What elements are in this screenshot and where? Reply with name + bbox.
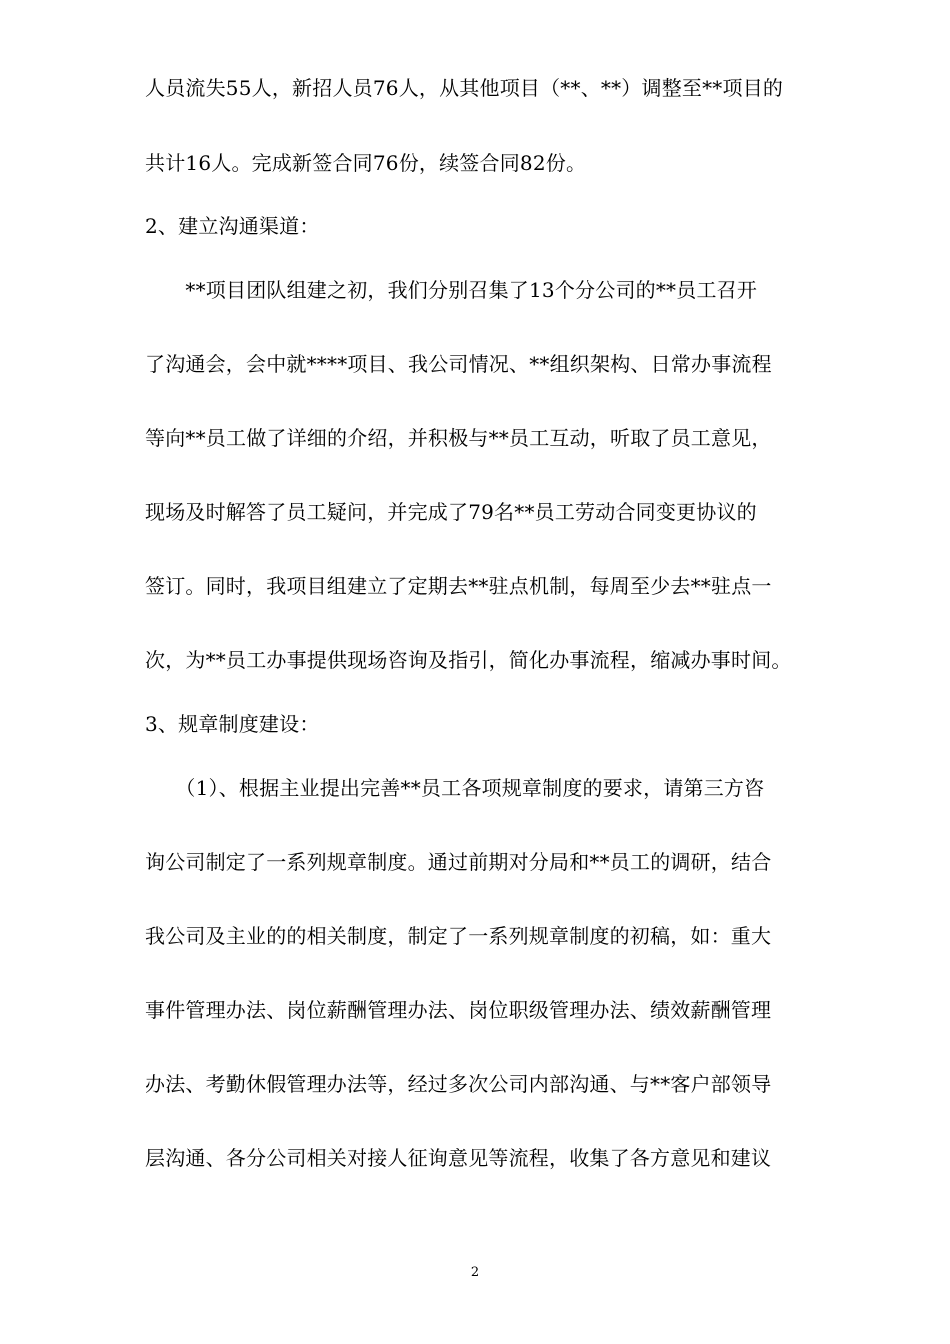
body-text-line: 了沟通会，会中就****项目、我公司情况、**组织架构、日常办事流程 <box>145 352 772 376</box>
body-text-line: 询公司制定了一系列规章制度。通过前期对分局和**员工的调研，结合 <box>145 850 772 874</box>
body-text-line: **项目团队组建之初，我们分别召集了13个分公司的**员工召开 <box>145 278 758 302</box>
body-text-line: （1）、根据主业提出完善**员工各项规章制度的要求，请第三方咨 <box>145 776 765 800</box>
body-text-line: 事件管理办法、岗位薪酬管理办法、岗位职级管理办法、绩效薪酬管理 <box>145 998 772 1022</box>
body-text-line: 现场及时解答了员工疑问，并完成了79名**员工劳动合同变更协议的 <box>145 500 757 524</box>
body-text-line: 次，为**员工办事提供现场咨询及指引，简化办事流程，缩减办事时间。 <box>145 648 792 672</box>
section-heading: 2、建立沟通渠道： <box>145 214 320 238</box>
body-text-line: 办法、考勤休假管理办法等，经过多次公司内部沟通、与**客户部领导 <box>145 1072 772 1096</box>
body-text-line: 我公司及主业的的相关制度，制定了一系列规章制度的初稿，如：重大 <box>145 924 772 948</box>
body-text-line: 人员流失55人，新招人员76人，从其他项目（**、**）调整至**项目的 <box>145 76 784 100</box>
body-text-line: 共计16人。完成新签合同76份，续签合同82份。 <box>145 151 587 175</box>
body-text-line: 等向**员工做了详细的介绍，并积极与**员工互动，听取了员工意见， <box>145 426 772 450</box>
page-number: 2 <box>470 1265 480 1280</box>
body-text-line: 签订。同时，我项目组建立了定期去**驻点机制，每周至少去**驻点一 <box>145 574 772 598</box>
body-text-line: 层沟通、各分公司相关对接人征询意见等流程，收集了各方意见和建议 <box>145 1146 772 1170</box>
section-heading: 3、规章制度建设： <box>145 712 320 736</box>
